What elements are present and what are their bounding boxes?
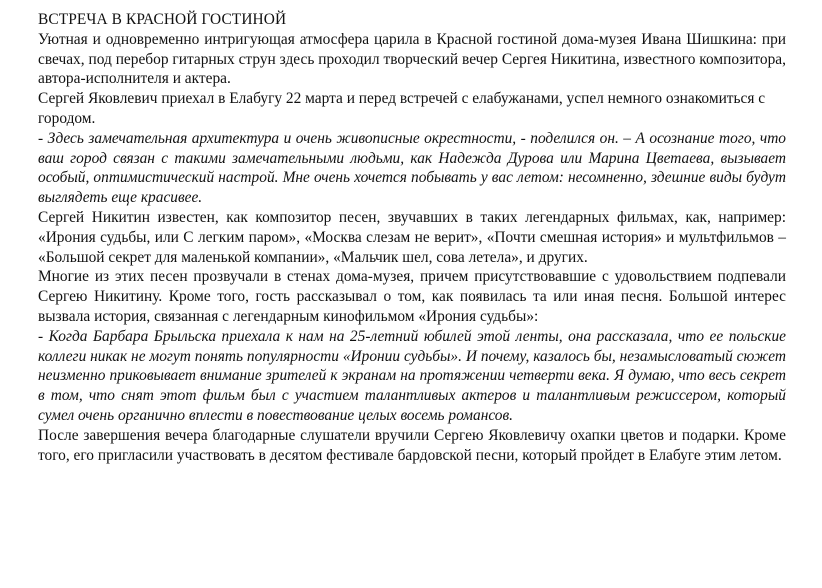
paragraph-songs: Многие из этих песен прозвучали в стенах дома-музея, причем присутствовавшие с удовольствием подпевали Сергею Никитину. Кроме того, гость рассказывал о том, как появилась та или иная песня. Большой интерес вызвала история, связанная с легендарным кинофильмом «Ирония судьбы»: xyxy=(38,268,786,325)
paragraph-closing: После завершения вечера благодарные слушатели вручили Сергею Яковлевичу охапки цветов и подарки. Кроме того, его пригласили участвовать в десятом фестивале бардовской песни, который пройдет в Елабуге этим летом. xyxy=(38,426,786,464)
paragraph-intro: Уютная и одновременно интригующая атмосфера царила в Красной гостиной дома-музея Ивана Шишкина: при свечах, под перебор гитарных струн здесь проходил творческий вечер Сергея Никитина, известного композитора, автора-исполнителя и актера. xyxy=(38,30,786,88)
quote-city-impressions: - Здесь замечательная архитектура и очень живописные окрестности, - поделился он. – А осознание того, что ваш город связан с такими замечательными людьми, как Надежда Дурова или Марина Цветаева, вызывает особый, оптимистический настрой. Мне очень хочется побывать у вас летом: несомненно, здешние виды будут выглядеть еще красивее. xyxy=(38,129,786,207)
quote-irony-of-fate: - Когда Барбара Брыльска приехала к нам на 25-летний юбилей этой ленты, она рассказала, что ее польские коллеги никак не могут понять популярности «Иронии судьбы». И почему, казалось бы, незамысловатый сюжет неизменно приковывает внимание зрителей к экранам на протяжении четверти века. Я думаю, что весь секрет в том, что снят этот фильм был с участием талантливых актеров и талантливым режиссером, который сумел очень органично вплести в повествование целых восемь романсов. xyxy=(38,327,786,424)
paragraph-films: Сергей Никитин известен, как композитор песен, звучавших в таких легендарных фильмах, как, например: «Ирония судьбы, или С легким паром», «Москва слезам не верит», «Почти смешная история» и мультфильмов – «Большой секрет для маленькой компании», «Мальчик шел, сова летела», и других. xyxy=(38,208,786,266)
article xyxy=(38,10,786,465)
article-title: ВСТРЕЧА В КРАСНОЙ ГОСТИНОЙ xyxy=(38,11,287,28)
paragraph-arrival: Сергей Яковлевич приехал в Елабугу 22 марта и перед встречей с елабужанами, успел немного ознакомиться с городом. xyxy=(38,90,766,127)
